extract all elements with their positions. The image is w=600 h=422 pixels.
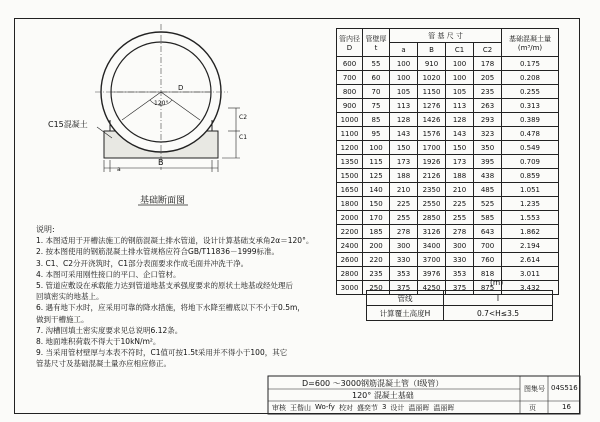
table-cell: 300 [446, 239, 474, 253]
table-cell: 105 [390, 85, 418, 99]
note-line: 8. 地面堆积荷载不得大于10kN/m²。 [36, 337, 161, 347]
table-cell: 70 [363, 85, 390, 99]
table-cell: 525 [474, 197, 502, 211]
table-cell: 75 [363, 99, 390, 113]
table-cell: 255 [390, 211, 418, 225]
table-cell: 205 [474, 71, 502, 85]
table-cell: 0.709 [502, 155, 559, 169]
note-line: 3. C1、C2分开浇筑时，C1部分表面要求作成毛面并冲洗干净。 [36, 258, 249, 268]
cover-unit: (m) [490, 278, 504, 287]
table-row [337, 169, 559, 183]
table-cell: 1700 [418, 141, 446, 155]
table-cell: 0.313 [502, 99, 559, 113]
table-cell: 1.553 [502, 211, 559, 225]
sign-cell: 审核 [272, 404, 286, 412]
table-cell: 235 [474, 85, 502, 99]
table-cell: 300 [390, 239, 418, 253]
table-cell: 185 [363, 225, 390, 239]
table-cell: 115 [363, 155, 390, 169]
table-cell: 2550 [418, 197, 446, 211]
header-wall: 管壁厚 t [363, 29, 390, 57]
table-cell: 113 [390, 99, 418, 113]
table-row [337, 239, 559, 253]
table-row [337, 155, 559, 169]
table-cell: 210 [446, 183, 474, 197]
table-cell: 700 [474, 239, 502, 253]
note-line: 5. 管道应敷设在承载能力达到管道地基支承强度要求的原状土地基或经处理后 [36, 281, 294, 291]
table-cell: 395 [474, 155, 502, 169]
title-main: D=600 ～3000钢筋混凝土管（Ⅰ级管） [302, 379, 444, 388]
table-cell: 910 [418, 57, 446, 71]
table-row [337, 197, 559, 211]
table-cell: 250 [363, 281, 390, 295]
sign-row [272, 403, 454, 413]
table-cell: 800 [337, 85, 363, 99]
table-row [337, 113, 559, 127]
table-cell: 1150 [418, 85, 446, 99]
cover-h1: 管线 [367, 291, 444, 306]
table-cell: 263 [474, 99, 502, 113]
table-cell: 375 [446, 281, 474, 295]
table-row [337, 183, 559, 197]
header-c2: C2 [474, 43, 502, 57]
table-cell: 173 [446, 155, 474, 169]
table-cell: 600 [337, 57, 363, 71]
table-cell: 1100 [337, 127, 363, 141]
table-cell: 1.862 [502, 225, 559, 239]
table-cell: 55 [363, 57, 390, 71]
table-cell: 100 [446, 71, 474, 85]
table-cell: 85 [363, 113, 390, 127]
table-cell: 818 [474, 267, 502, 281]
table-cell: 485 [474, 183, 502, 197]
note-line: 9. 当采用管材壁厚与本表不符时，C1值可按1.5t采用并不得小于100，其它 [36, 348, 288, 358]
table-row [337, 71, 559, 85]
table-cell: 143 [390, 127, 418, 141]
note-line: 做到干槽施工。 [36, 314, 89, 324]
cover-r1: 计算覆土高度H [367, 306, 444, 321]
table-cell: 100 [390, 57, 418, 71]
table-cell: 220 [363, 253, 390, 267]
table-cell: 1200 [337, 141, 363, 155]
table-cell: 323 [474, 127, 502, 141]
note-line: 1. 本图适用于开槽法施工的钢筋混凝土排水管道，设计计算基础支承角2α＝120°。 [36, 236, 314, 246]
dim-label-a: a [117, 166, 121, 173]
table-cell: 278 [390, 225, 418, 239]
cover-table [366, 290, 553, 321]
table-cell: 1020 [418, 71, 446, 85]
table-cell: 225 [390, 197, 418, 211]
header-diameter: 管内径 D [337, 29, 363, 57]
table-cell: 150 [390, 141, 418, 155]
note-line: 4. 本图可采用刚性接口的平口、企口管材。 [36, 269, 181, 279]
table-row [337, 85, 559, 99]
width-label-b: B [158, 158, 164, 167]
table-cell: 173 [390, 155, 418, 169]
table-cell: 235 [363, 267, 390, 281]
table-cell: 0.859 [502, 169, 559, 183]
table-cell: 255 [446, 211, 474, 225]
table-cell: 2600 [337, 253, 363, 267]
header-a: a [390, 43, 418, 57]
diameter-label-d: D [178, 84, 184, 92]
table-cell: 95 [363, 127, 390, 141]
table-cell: 100 [446, 57, 474, 71]
table-cell: 2400 [337, 239, 363, 253]
sign-cell: 3 [381, 403, 387, 411]
table-cell: 200 [363, 239, 390, 253]
page-label: 页 [529, 404, 536, 412]
table-cell: 150 [446, 141, 474, 155]
table-cell: 128 [446, 113, 474, 127]
table-row [337, 127, 559, 141]
table-cell: 1650 [337, 183, 363, 197]
note-line: 6. 遇有地下水时，应采用可靠的降水措施，将地下水降至槽底以下不小于0.5m， [36, 303, 305, 313]
table-cell: 3976 [418, 267, 446, 281]
table-cell: 3400 [418, 239, 446, 253]
table-row [337, 57, 559, 71]
table-cell: 293 [474, 113, 502, 127]
pipe-foundation-table [336, 28, 559, 295]
table-cell: 105 [446, 85, 474, 99]
header-b: B [418, 43, 446, 57]
table-cell: 128 [390, 113, 418, 127]
table-cell: 700 [337, 71, 363, 85]
table-cell: 1500 [337, 169, 363, 183]
section-caption: 基础断面图 [140, 196, 186, 206]
note-line: 2. 按本图使用的钢筋混凝土排水管规格应符合GB/T11836－1999标准。 [36, 247, 280, 257]
table-cell: 353 [446, 267, 474, 281]
cover-h2: Ⅰ [444, 291, 553, 306]
concrete-grade-label: C15混凝土 [48, 120, 88, 129]
table-cell: 1000 [337, 113, 363, 127]
sign-cell: 温丽晖 [408, 404, 430, 412]
title-sub: 120° 混凝土基础 [352, 391, 414, 400]
set-label: 图集号 [524, 385, 545, 393]
table-cell: 1576 [418, 127, 446, 141]
table-cell: 1.051 [502, 183, 559, 197]
note-line: 回填密实的地基上。 [36, 292, 104, 302]
table-cell: 0.208 [502, 71, 559, 85]
table-cell: 438 [474, 169, 502, 183]
set-value: 04S516 [551, 384, 578, 392]
table-cell: 3.432 [502, 281, 559, 295]
table-cell: 1800 [337, 197, 363, 211]
table-cell: 4250 [418, 281, 446, 295]
header-concrete: 基础混凝土量 (m³/m) [502, 29, 559, 57]
table-cell: 1926 [418, 155, 446, 169]
table-cell: 2800 [337, 267, 363, 281]
table-cell: 2126 [418, 169, 446, 183]
table-cell: 2.614 [502, 253, 559, 267]
table-cell: 278 [446, 225, 474, 239]
table-cell: 643 [474, 225, 502, 239]
table-cell: 0.389 [502, 113, 559, 127]
cover-r2: 0.7<H≤3.5 [444, 306, 553, 321]
table-cell: 760 [474, 253, 502, 267]
table-cell: 350 [474, 141, 502, 155]
table-cell: 225 [446, 197, 474, 211]
table-cell: 100 [363, 141, 390, 155]
sign-cell: 校对 [338, 404, 353, 412]
table-cell: 1350 [337, 155, 363, 169]
table-cell: 875 [474, 281, 502, 295]
table-row [337, 141, 559, 155]
page-value: 16 [562, 403, 571, 411]
sign-cell: 设计 [390, 404, 405, 412]
notes-title: 说明: [36, 225, 55, 234]
table-cell: 0.175 [502, 57, 559, 71]
table-row [337, 211, 559, 225]
sign-cell: Wo-fy [315, 403, 335, 411]
table-cell: 188 [390, 169, 418, 183]
table-cell: 3000 [337, 281, 363, 295]
sign-cell: 温丽晖 [433, 404, 455, 412]
table-cell: 1426 [418, 113, 446, 127]
dim-label-c2: C2 [239, 114, 248, 121]
table-cell: 113 [446, 99, 474, 113]
table-cell: 375 [390, 281, 418, 295]
table-cell: 188 [446, 169, 474, 183]
sign-cell: 王偕山 [290, 404, 311, 412]
header-dims: 管 基 尺 寸 [390, 29, 502, 43]
note-line: 管基尺寸及基础混凝土量亦应相应修正。 [36, 359, 171, 369]
table-cell: 0.549 [502, 141, 559, 155]
table-cell: 2.194 [502, 239, 559, 253]
table-cell: 2000 [337, 211, 363, 225]
table-cell: 3126 [418, 225, 446, 239]
table-row [337, 99, 559, 113]
table-cell: 0.255 [502, 85, 559, 99]
note-line: 7. 沟槽回填土密实度要求见总说明6.12条。 [36, 325, 183, 335]
table-cell: 900 [337, 99, 363, 113]
table-cell: 1276 [418, 99, 446, 113]
table-row [337, 225, 559, 239]
angle-label: 120° [154, 100, 169, 107]
table-cell: 170 [363, 211, 390, 225]
table-cell: 60 [363, 71, 390, 85]
table-cell: 178 [474, 57, 502, 71]
table-cell: 140 [363, 183, 390, 197]
header-c1: C1 [446, 43, 474, 57]
table-cell: 1.235 [502, 197, 559, 211]
table-cell: 100 [390, 71, 418, 85]
table-cell: 3.011 [502, 267, 559, 281]
table-cell: 353 [390, 267, 418, 281]
table-body [337, 57, 559, 295]
table-cell: 150 [363, 197, 390, 211]
table-cell: 210 [390, 183, 418, 197]
notes-block [36, 224, 332, 370]
table-row [337, 267, 559, 281]
table-cell: 330 [390, 253, 418, 267]
table-cell: 3700 [418, 253, 446, 267]
table-cell: 2850 [418, 211, 446, 225]
sign-cell: 盛奕节 [356, 404, 378, 412]
table-cell: 0.478 [502, 127, 559, 141]
table-cell: 2350 [418, 183, 446, 197]
table-cell: 2200 [337, 225, 363, 239]
table-cell: 125 [363, 169, 390, 183]
dim-label-c1: C1 [239, 134, 248, 141]
table-cell: 585 [474, 211, 502, 225]
table-row [337, 253, 559, 267]
table-cell: 143 [446, 127, 474, 141]
table-cell: 330 [446, 253, 474, 267]
